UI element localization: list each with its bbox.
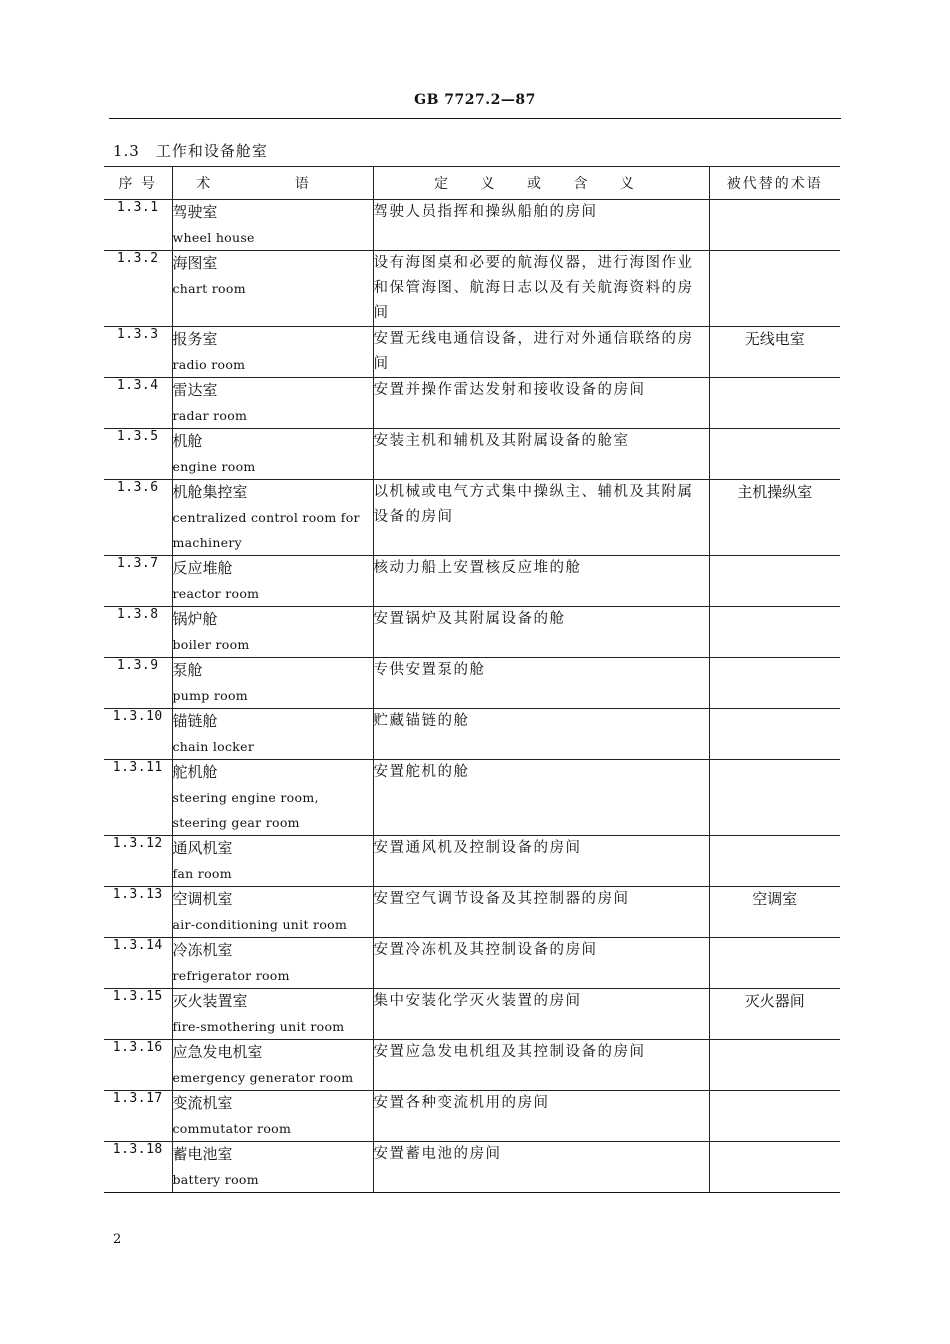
terms-table: [104, 166, 840, 1193]
replaced-term-cell: [709, 760, 840, 836]
term-english: chart room: [172, 281, 246, 296]
term-chinese: 报务室: [172, 330, 218, 348]
table-row: [104, 760, 840, 836]
term-chinese: 冷冻机室: [172, 941, 233, 959]
definition-cell: 核动力船上安置核反应堆的舱: [373, 556, 709, 607]
term-english: radar room: [172, 408, 248, 423]
term-english: pump room: [172, 688, 248, 703]
term-cell: [172, 836, 373, 887]
row-number: 1.3.6: [104, 480, 172, 556]
definition-cell: 安置舵机的舱: [373, 760, 709, 836]
row-number: 1.3.10: [104, 709, 172, 760]
table-row: [104, 989, 840, 1040]
term-chinese: 机舱: [172, 432, 203, 450]
term-english: fire-smothering unit room: [172, 1019, 345, 1034]
replaced-term-cell: [709, 938, 840, 989]
row-number: 1.3.13: [104, 887, 172, 938]
term-cell: [172, 378, 373, 429]
section-title: 工作和设备舱室: [155, 142, 268, 160]
term-english: reactor room: [172, 586, 260, 601]
term-cell: [172, 887, 373, 938]
term-english: engine room: [172, 459, 256, 474]
definition-cell: 安置冷冻机及其控制设备的房间: [373, 938, 709, 989]
term-chinese: 舵机舱: [172, 763, 218, 781]
term-cell: [172, 327, 373, 378]
term-cell: [172, 989, 373, 1040]
replaced-term-cell: [709, 556, 840, 607]
column-header-replaced: 被代替的术语: [709, 167, 840, 200]
table-row: [104, 1091, 840, 1142]
table-row: [104, 658, 840, 709]
definition-cell: 安置蓄电池的房间: [373, 1142, 709, 1193]
replaced-term-cell: 空调室: [709, 887, 840, 938]
term-cell: [172, 607, 373, 658]
replaced-term-cell: [709, 658, 840, 709]
term-cell: [172, 480, 373, 556]
term-english: fan room: [172, 866, 232, 881]
replaced-term-cell: [709, 607, 840, 658]
replaced-term-cell: [709, 1142, 840, 1193]
table-row: [104, 938, 840, 989]
term-chinese: 泵舱: [172, 661, 203, 679]
section-number: 1.3: [113, 142, 140, 160]
column-header-term: 术 语: [172, 167, 373, 200]
term-cell: [172, 1040, 373, 1091]
term-chinese: 雷达室: [172, 381, 218, 399]
term-english: chain locker: [172, 739, 255, 754]
replaced-term-cell: 主机操纵室: [709, 480, 840, 556]
row-number: 1.3.15: [104, 989, 172, 1040]
term-chinese: 空调机室: [172, 890, 233, 908]
row-number: 1.3.7: [104, 556, 172, 607]
header-rule: [109, 118, 841, 119]
table-row: [104, 1040, 840, 1091]
term-chinese: 锚链舱: [172, 712, 218, 730]
definition-cell: 安置并操作雷达发射和接收设备的房间: [373, 378, 709, 429]
term-cell: [172, 760, 373, 836]
definition-cell: 安置各种变流机用的房间: [373, 1091, 709, 1142]
table-body: [104, 200, 840, 1193]
table-row: [104, 378, 840, 429]
replaced-term-cell: [709, 429, 840, 480]
term-chinese: 驾驶室: [172, 203, 218, 221]
term-english: refrigerator room: [172, 968, 290, 983]
definition-cell: 安置空气调节设备及其控制器的房间: [373, 887, 709, 938]
term-cell: [172, 200, 373, 251]
row-number: 1.3.12: [104, 836, 172, 887]
term-cell: [172, 1142, 373, 1193]
term-english: steering gear room: [172, 815, 300, 830]
definition-cell: 安置无线电通信设备，进行对外通信联络的房间: [373, 327, 709, 378]
definition-cell: 安置锅炉及其附属设备的舱: [373, 607, 709, 658]
definition-cell: 设有海图桌和必要的航海仪器，进行海图作业和保管海图、航海日志以及有关航海资料的房间: [373, 251, 709, 327]
table-row: [104, 251, 840, 327]
term-english: centralized control room for: [172, 510, 360, 525]
term-cell: [172, 1091, 373, 1142]
table-header-row: [104, 167, 840, 200]
definition-cell: 安装主机和辅机及其附属设备的舱室: [373, 429, 709, 480]
table-row: [104, 887, 840, 938]
term-english: radio room: [172, 357, 246, 372]
term-chinese: 机舱集控室: [172, 483, 248, 501]
definition-cell: 以机械或电气方式集中操纵主、辅机及其附属设备的房间: [373, 480, 709, 556]
table-row: [104, 556, 840, 607]
term-cell: [172, 429, 373, 480]
row-number: 1.3.17: [104, 1091, 172, 1142]
term-english: emergency generator room: [172, 1070, 354, 1085]
term-english: steering engine room,: [172, 790, 319, 805]
term-english: battery room: [172, 1172, 259, 1187]
term-cell: [172, 556, 373, 607]
row-number: 1.3.2: [104, 251, 172, 327]
standard-code: GB 7727.2—87: [414, 92, 536, 108]
term-chinese: 变流机室: [172, 1094, 233, 1112]
term-chinese: 通风机室: [172, 839, 233, 857]
replaced-term-cell: [709, 1040, 840, 1091]
definition-cell: 集中安装化学灭火装置的房间: [373, 989, 709, 1040]
column-header-number: 序 号: [104, 167, 172, 200]
row-number: 1.3.4: [104, 378, 172, 429]
row-number: 1.3.3: [104, 327, 172, 378]
table-row: [104, 1142, 840, 1193]
term-cell: [172, 938, 373, 989]
term-chinese: 锅炉舱: [172, 610, 218, 628]
term-cell: [172, 658, 373, 709]
table-row: [104, 480, 840, 556]
term-english: machinery: [172, 535, 243, 550]
definition-cell: 驾驶人员指挥和操纵船舶的房间: [373, 200, 709, 251]
replaced-term-cell: 灭火器间: [709, 989, 840, 1040]
term-english: wheel house: [172, 230, 255, 245]
definition-cell: 专供安置泵的舱: [373, 658, 709, 709]
replaced-term-cell: [709, 251, 840, 327]
table-row: [104, 200, 840, 251]
definition-cell: 安置通风机及控制设备的房间: [373, 836, 709, 887]
row-number: 1.3.18: [104, 1142, 172, 1193]
table-row: [104, 429, 840, 480]
term-chinese: 蓄电池室: [172, 1145, 233, 1163]
term-chinese: 应急发电机室: [172, 1043, 263, 1061]
row-number: 1.3.1: [104, 200, 172, 251]
replaced-term-cell: [709, 200, 840, 251]
column-header-definition: 定 义 或 含 义: [373, 167, 709, 200]
term-cell: [172, 709, 373, 760]
section-heading: [113, 140, 268, 161]
row-number: 1.3.9: [104, 658, 172, 709]
term-english: commutator room: [172, 1121, 292, 1136]
definition-cell: 安置应急发电机组及其控制设备的房间: [373, 1040, 709, 1091]
page-number: 2: [113, 1232, 122, 1247]
term-english: boiler room: [172, 637, 250, 652]
term-chinese: 海图室: [172, 254, 218, 272]
row-number: 1.3.5: [104, 429, 172, 480]
row-number: 1.3.14: [104, 938, 172, 989]
replaced-term-cell: [709, 836, 840, 887]
row-number: 1.3.16: [104, 1040, 172, 1091]
replaced-term-cell: 无线电室: [709, 327, 840, 378]
row-number: 1.3.8: [104, 607, 172, 658]
replaced-term-cell: [709, 1091, 840, 1142]
table-row: [104, 607, 840, 658]
term-cell: [172, 251, 373, 327]
table-row: [104, 836, 840, 887]
term-english: air-conditioning unit room: [172, 917, 348, 932]
definition-cell: 贮藏锚链的舱: [373, 709, 709, 760]
table-row: [104, 327, 840, 378]
term-chinese: 灭火装置室: [172, 992, 248, 1010]
replaced-term-cell: [709, 378, 840, 429]
row-number: 1.3.11: [104, 760, 172, 836]
replaced-term-cell: [709, 709, 840, 760]
term-chinese: 反应堆舱: [172, 559, 233, 577]
table-row: [104, 709, 840, 760]
